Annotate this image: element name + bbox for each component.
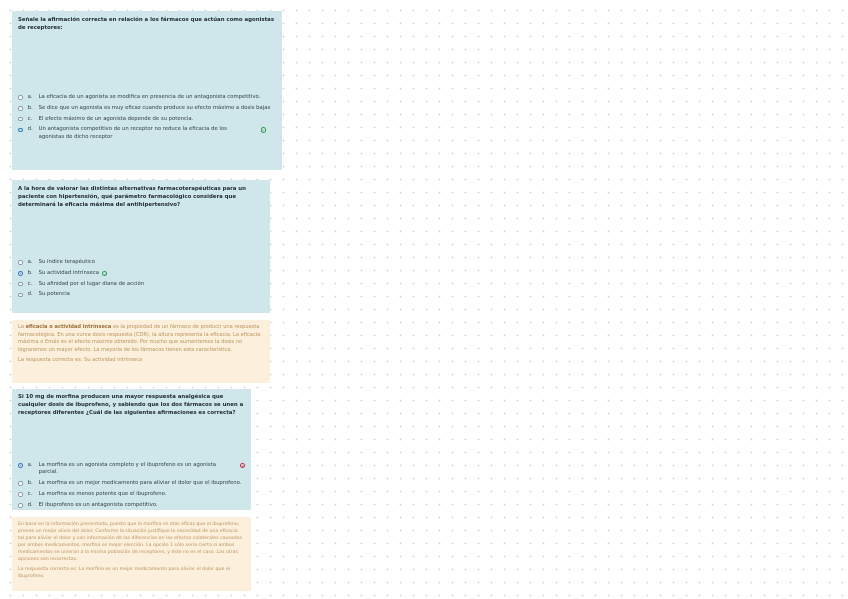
option-letter: a. (27, 462, 33, 468)
feedback-3-explanation: En base en la información presentada, puesto que la morfina es más eficaz que el ibuprofeno, provee un mejor alivio del dolor. Conforme la situación justifique la necesidad de una eficacia tal para aliviar el dolor y con información de las diferencias en los efectos colaterales causados por ambos medicamentos, morfina es mejor elección. La opción 1 sólo sería cierta si ambos medicamentos se unieran a la misma población de receptores, y éste no es el caso. Las otras opciones son incorrectas. (18, 522, 243, 563)
option-text: El ibuprofeno es un antagonista competitivo. (38, 501, 158, 508)
q2-option-d[interactable] (18, 291, 264, 298)
q3-option-a[interactable] (18, 462, 245, 477)
question-2-text: A la hora de valorar las distintas alternativas farmacoterapéuticas para un paciente con hipertensión, qué parámetro farmacológico considera que determinará la eficacia máxima del antihipertensivo? (18, 186, 246, 208)
radio-button[interactable] (18, 282, 23, 287)
feedback-lead: La (18, 324, 24, 330)
radio-button[interactable] (18, 492, 23, 497)
question-2-options (18, 259, 264, 302)
radio-button-selected[interactable] (18, 128, 23, 133)
q1-option-b[interactable] (18, 105, 276, 112)
feedback-body: es la propiedad de un fármaco de producir una respuesta farmacológica. En una curva dosis respuesta (CDR), la altura representa la eficacia. La eficacia máxima o Emáx es el efecto máximo obtenido. Por mucho que aumentemos la dosis no lograremos un mayor efecto. La mayoría de los fármacos tienen esta característica. (18, 324, 261, 354)
option-letter: d. (27, 291, 33, 298)
q2-option-a[interactable] (18, 259, 264, 266)
correct-check-icon: ✓ (103, 271, 107, 277)
option-text: Su afinidad por el lugar diana de acción (38, 280, 145, 287)
radio-button[interactable] (18, 106, 23, 111)
question-3-text: Si 10 mg de morfina producen una mayor respuesta analgésica que cualquier dosis de ibuprofeno, y sabiendo que los dos fármacos se unen a receptores diferentes ¿Cuál de las siguientes afirmaciones es correcta? (18, 394, 244, 416)
option-letter: c. (27, 115, 33, 122)
radio-button[interactable] (18, 293, 23, 298)
option-text: Se dice que un agonista es muy eficaz cuando produce su efecto máximo a dosis bajas (38, 104, 271, 111)
option-letter: c. (27, 491, 33, 497)
option-letter: b. (27, 480, 33, 487)
option-letter: d. (27, 126, 33, 133)
option-letter: d. (27, 501, 33, 508)
feedback-3-card (12, 517, 251, 591)
feedback-2-card (12, 320, 270, 383)
option-letter: a. (27, 94, 33, 100)
feedback-2-correct-answer: La respuesta correcta es: Su actividad intrínseca (18, 356, 143, 363)
q3-option-c[interactable] (18, 491, 245, 498)
question-3-card (12, 389, 251, 510)
option-letter: c. (27, 280, 33, 287)
question-2-card (12, 180, 270, 313)
question-1-options (18, 94, 276, 145)
correct-check-icon: ✓ (261, 128, 265, 134)
option-letter: b. (27, 269, 33, 276)
q3-option-b[interactable] (18, 480, 245, 487)
option-text: Su actividad intrínseca (38, 269, 100, 276)
option-text: Su índice terapéutico (38, 259, 95, 265)
incorrect-x-icon: ✕ (240, 464, 245, 469)
question-1-text: Señale la afirmación correcta en relación a los fármacos que actúan como agonistas de receptores: (18, 17, 275, 31)
option-text: La morfina es un mejor medicamento para aliviar el dolor que el ibuprofeno. (38, 480, 242, 487)
q1-option-c[interactable] (18, 116, 276, 123)
option-letter: a. (27, 259, 33, 265)
option-text: Su potencia (38, 291, 70, 298)
question-1-card (12, 11, 282, 170)
q2-option-b[interactable] (18, 270, 264, 277)
radio-button[interactable] (18, 117, 23, 122)
option-text: La eficacia de un agonista se modifica en presencia de un antagonista competitivo. (38, 94, 261, 100)
radio-button[interactable] (18, 95, 23, 100)
q1-option-d[interactable] (18, 126, 276, 141)
question-3-options (18, 462, 245, 513)
option-text: La morfina es menos potente que el ibuprofeno. (38, 491, 167, 497)
radio-button[interactable] (18, 503, 23, 508)
option-text: El efecto máximo de un agonista depende de su potencia. (38, 115, 194, 122)
feedback-highlight: eficacia o actividad intrínseca (25, 324, 112, 330)
radio-button-selected[interactable] (18, 463, 23, 468)
option-text: Un antagonista competitivo de un receptor no reduce la eficacia de los agonistas de dicho receptor (38, 126, 227, 140)
feedback-2-explanation (18, 324, 264, 355)
radio-button[interactable] (18, 260, 23, 265)
option-text: La morfina es un agonista completo y el ibuprofeno es un agonista parcial. (38, 462, 216, 476)
q1-option-a[interactable] (18, 94, 276, 101)
feedback-3-correct-answer: La respuesta correcta es: La morfina es un mejor medicamento para aliviar el dolor que el ibuprofeno. (18, 566, 231, 579)
q3-option-d[interactable] (18, 502, 245, 509)
option-letter: b. (27, 104, 33, 111)
radio-button[interactable] (18, 481, 23, 486)
radio-button-selected[interactable] (18, 271, 23, 276)
q2-option-c[interactable] (18, 281, 264, 288)
